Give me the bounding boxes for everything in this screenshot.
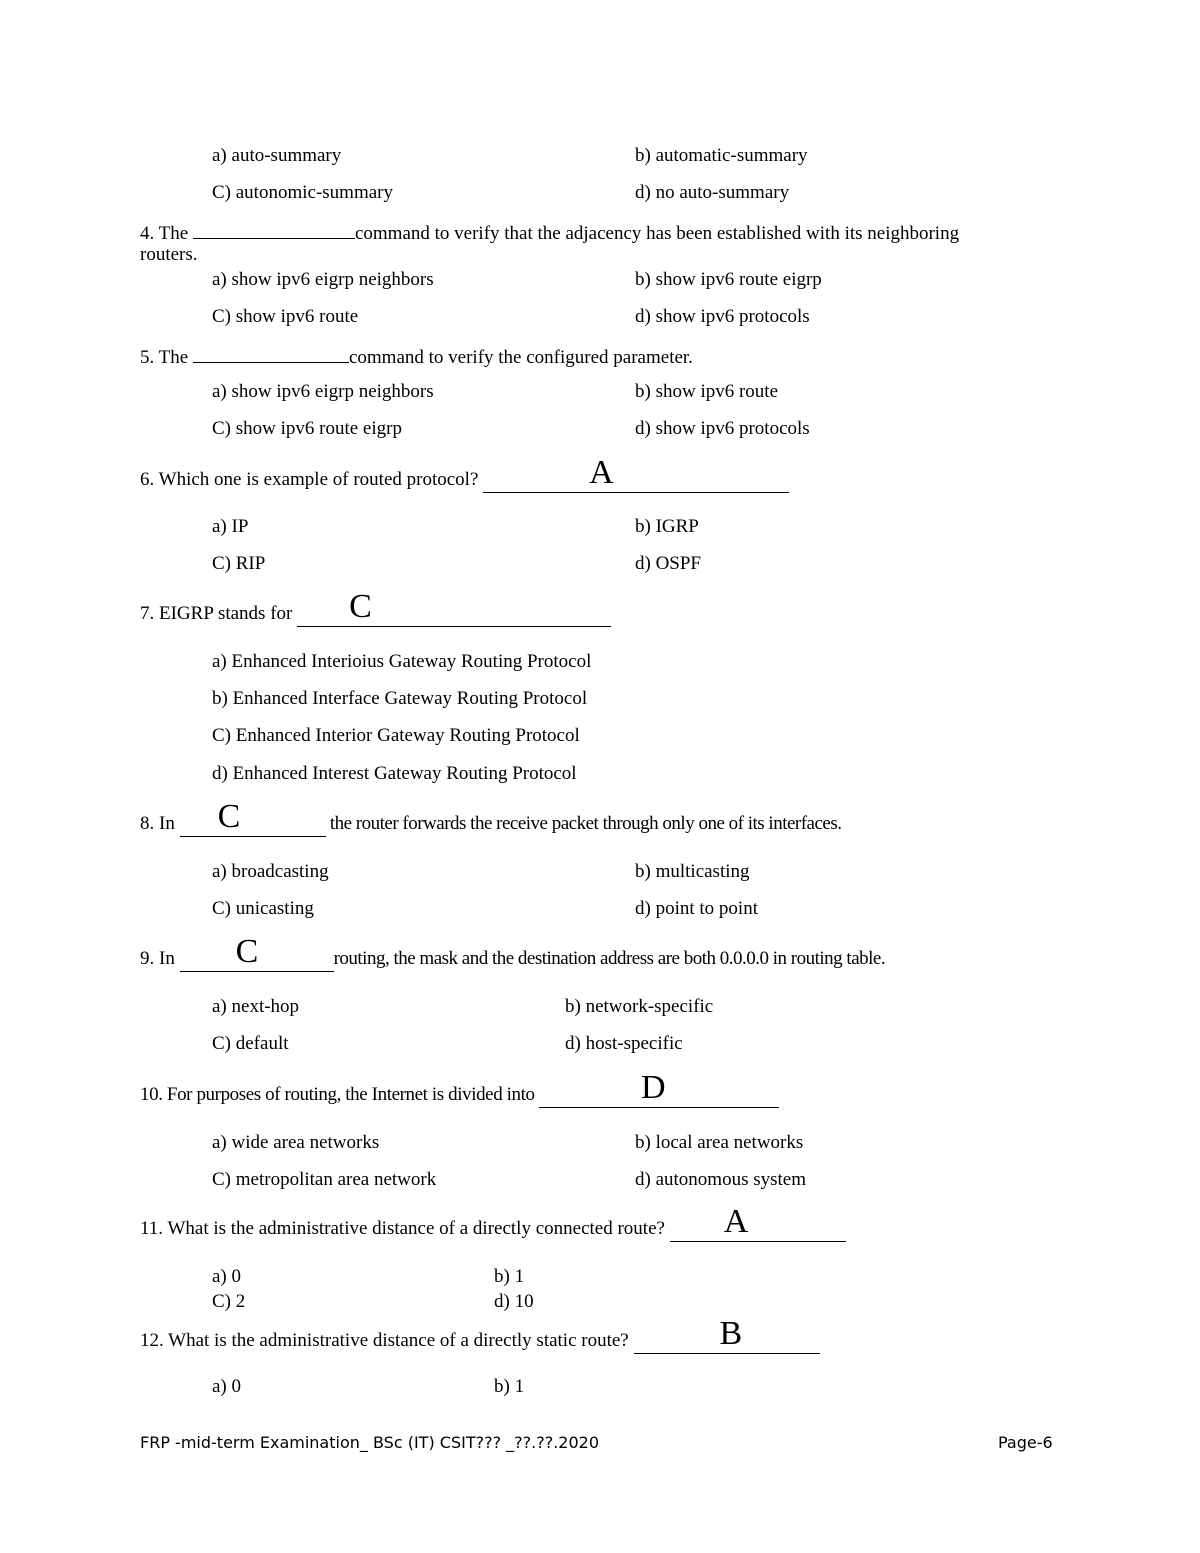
option-d: d) OSPF	[635, 553, 701, 574]
footer-page-number: Page-6	[998, 1433, 1053, 1452]
option-a: a) wide area networks	[212, 1132, 380, 1153]
handwritten-answer: C	[235, 933, 259, 970]
option-d: d) 10	[494, 1291, 534, 1312]
option-d: d) show ipv6 protocols	[635, 306, 810, 327]
option-a: a) show ipv6 eigrp neighbors	[212, 381, 434, 402]
option-c: C) autonomic-summary	[212, 182, 393, 203]
option-d: d) no auto-summary	[635, 182, 790, 203]
option-a: a) Enhanced Interioius Gateway Routing Protocol	[212, 651, 592, 672]
question-text: 8. In C the router forwards the receive packet through only one of its interfaces.	[140, 798, 842, 835]
question-text: 12. What is the administrative distance of a directly static route? B	[140, 1323, 820, 1354]
question-text: 4. The command to verify that the adjacency has been established with its neighboring	[140, 220, 959, 245]
option-c: C) Enhanced Interior Gateway Routing Protocol	[212, 725, 580, 746]
option-d: d) show ipv6 protocols	[635, 418, 810, 439]
question-text: 5. The command to verify the configured parameter.	[140, 344, 693, 369]
answer-blank	[634, 1315, 820, 1354]
option-b: b) IGRP	[635, 516, 699, 537]
question-text: 6. Which one is example of routed protocol? A	[140, 462, 789, 493]
handwritten-answer: D	[640, 1069, 666, 1106]
answer-blank	[297, 588, 611, 627]
option-a: a) 0	[212, 1266, 242, 1287]
handwritten-answer: A	[723, 1203, 749, 1240]
answer-blank	[483, 454, 789, 493]
option-b: b) 1	[494, 1376, 525, 1397]
option-c: C) unicasting	[212, 898, 314, 919]
option-c: C) 2	[212, 1291, 246, 1312]
option-b: b) local area networks	[635, 1132, 804, 1153]
option-a: a) broadcasting	[212, 861, 329, 882]
option-c: C) show ipv6 route	[212, 306, 359, 327]
answer-blank	[180, 798, 326, 837]
option-c: C) RIP	[212, 553, 266, 574]
handwritten-answer: A	[589, 454, 614, 491]
option-a: a) auto-summary	[212, 145, 342, 166]
option-b: b) automatic-summary	[635, 145, 808, 166]
option-c: C) show ipv6 route eigrp	[212, 418, 402, 439]
question-text: 9. In C routing, the mask and the destination address are both 0.0.0.0 in routing table.	[140, 933, 886, 970]
question-text-cont: routers.	[140, 244, 198, 265]
option-c: C) metropolitan area network	[212, 1169, 437, 1190]
option-d: d) point to point	[635, 898, 758, 919]
answer-blank	[180, 933, 334, 972]
option-d: d) autonomous system	[635, 1169, 806, 1190]
option-b: b) 1	[494, 1266, 525, 1287]
option-b: b) show ipv6 route eigrp	[635, 269, 822, 290]
handwritten-answer: C	[217, 798, 241, 835]
option-a: a) 0	[212, 1376, 242, 1397]
option-d: d) Enhanced Interest Gateway Routing Protocol	[212, 763, 577, 784]
answer-blank	[670, 1203, 846, 1242]
answer-blank	[193, 220, 355, 239]
handwritten-answer: C	[349, 588, 372, 625]
footer-exam-title: FRP -mid-term Examination_ BSc (IT) CSIT??? _??.??.2020	[140, 1433, 600, 1452]
option-a: a) IP	[212, 516, 249, 537]
option-b: b) show ipv6 route	[635, 381, 779, 402]
option-c: C) default	[212, 1033, 289, 1054]
option-b: b) network-specific	[565, 996, 714, 1017]
answer-blank	[539, 1069, 779, 1108]
option-a: a) show ipv6 eigrp neighbors	[212, 269, 434, 290]
question-text: 7. EIGRP stands for C	[140, 596, 611, 627]
question-text: 10. For purposes of routing, the Internet is divided into D	[140, 1077, 779, 1108]
answer-blank	[193, 344, 349, 363]
option-a: a) next-hop	[212, 996, 300, 1017]
option-b: b) Enhanced Interface Gateway Routing Protocol	[212, 688, 588, 709]
handwritten-answer: B	[719, 1315, 743, 1352]
question-text: 11. What is the administrative distance of a directly connected route? A	[140, 1211, 846, 1242]
option-d: d) host-specific	[565, 1033, 683, 1054]
option-b: b) multicasting	[635, 861, 750, 882]
